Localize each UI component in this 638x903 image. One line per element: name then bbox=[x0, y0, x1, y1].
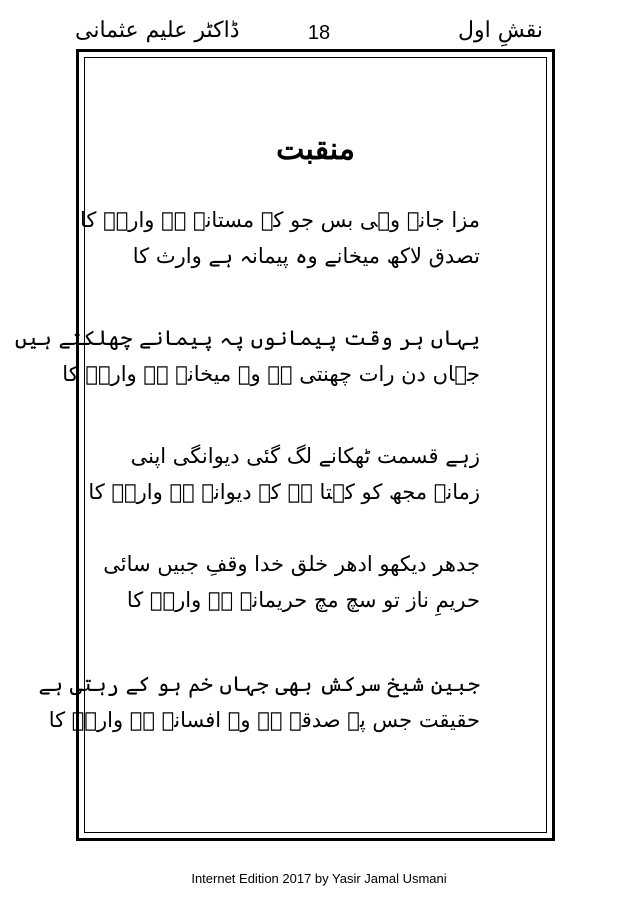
edition-footer: Internet Edition 2017 by Yasir Jamal Usmani bbox=[191, 871, 447, 886]
poem-line: جہاں دن رات چھنتی ہے وہ میخانہ ہے وارثؒ کا bbox=[62, 362, 480, 386]
poem-line: جبین شیخ سرکش بھی جہاں خم ہو کے رہتی ہے bbox=[38, 672, 480, 696]
poem-line: زمانہ مجھ کو کہتا ہے کہ دیوانہ ہے وارثؒ کا bbox=[88, 480, 480, 504]
poem-title: منقبت bbox=[276, 132, 355, 167]
poem-line: مزا جانے وہی بس جو کہ مستانہ ہے وارثؒ کا bbox=[80, 208, 480, 232]
stanza bbox=[80, 202, 480, 274]
poem-line: حقیقت جس پہ صدقے ہے وہ افسانہ ہے وارثؒ کا bbox=[48, 708, 480, 732]
poem-line: زہے قسمت ٹھکانے لگ گئی دیوانگی اپنی bbox=[130, 444, 480, 468]
stanza bbox=[103, 546, 480, 618]
poem-line: جدھر دیکھو ادھر خلق خدا وقفِ جبیں سائی bbox=[103, 552, 480, 576]
stanza bbox=[14, 320, 480, 392]
poem-line: یہاں ہر وقت پیمانوں پہ پیمانے چھلکتے ہیں bbox=[14, 326, 480, 350]
poem-line: حریمِ ناز تو سچ مچ حریمانہ ہے وارثؒ کا bbox=[126, 588, 480, 612]
page-number: 18 bbox=[307, 22, 331, 44]
page-border bbox=[14, 49, 555, 841]
stanza bbox=[38, 666, 480, 738]
stanza bbox=[88, 438, 480, 510]
book-title: نقشِ اول bbox=[457, 18, 543, 43]
poem-line: تصدق لاکھ میخانے وہ پیمانہ ہے وارث کا bbox=[132, 244, 480, 268]
author-name: ڈاکٹر علیم عثمانی bbox=[75, 18, 240, 43]
